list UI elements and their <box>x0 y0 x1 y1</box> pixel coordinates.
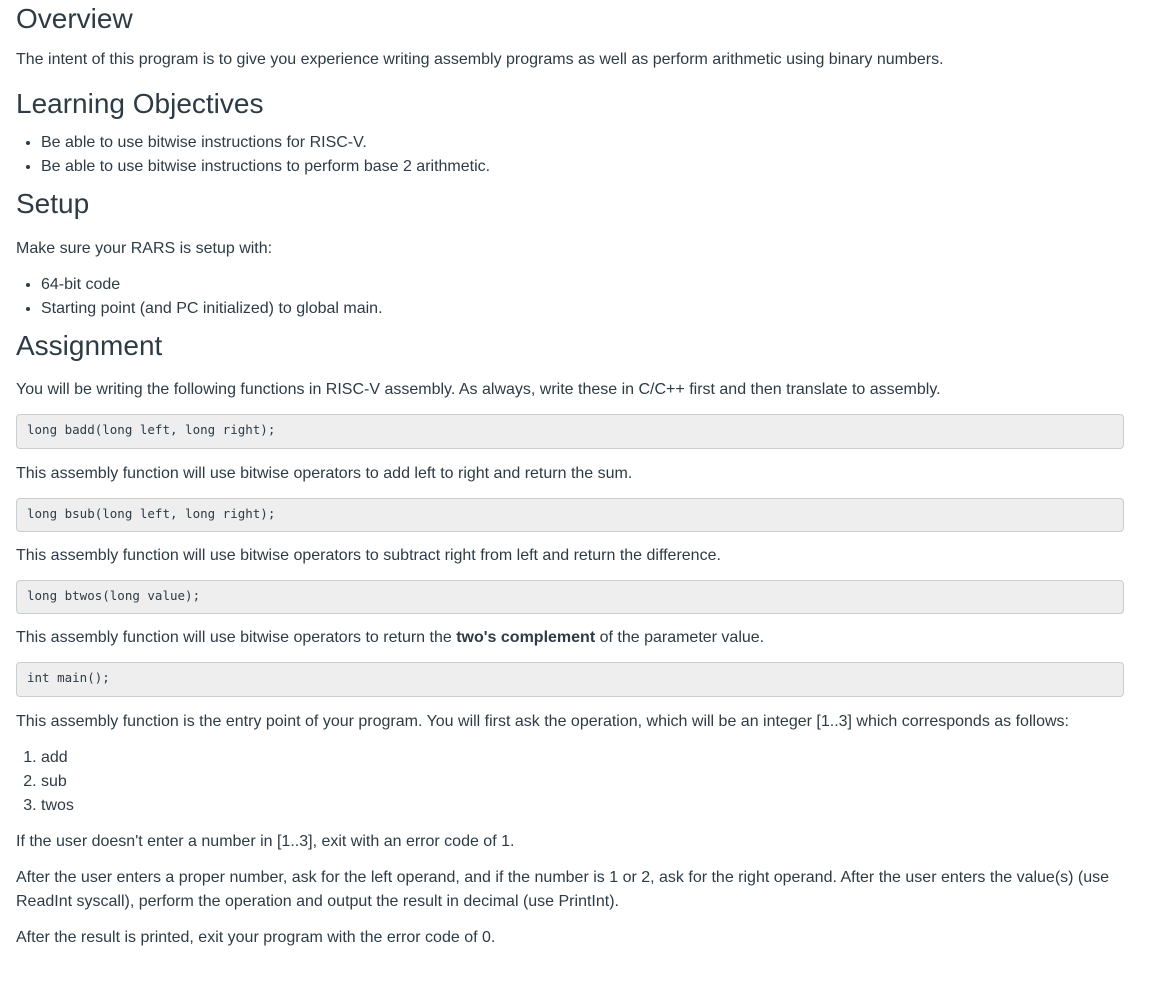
error-code-text: If the user doesn't enter a number in [1..3], exit with an error code of 1. <box>16 833 515 851</box>
learning-objectives-list <box>16 131 1124 179</box>
main-description: This assembly function is the entry point of your program. You will first ask the operation, which will be an integer [1..3] which corresponds as follows: <box>16 713 1069 731</box>
list-item: 3. twos <box>41 794 1124 818</box>
overview-heading: Overview <box>16 3 133 34</box>
list-item: 2. sub <box>41 770 1124 794</box>
assignment-intro: You will be writing the following functions in RISC-V assembly. As always, write these in C/C++ first and then translate to assembly. <box>16 381 941 399</box>
code-block-btwos: long btwos(long value); <box>16 580 1124 614</box>
overview-text: The intent of this program is to give you experience writing assembly programs as well as perform arithmetic using binary numbers. <box>16 50 944 68</box>
list-item: • Be able to use bitwise instructions to perform base 2 arithmetic. <box>41 155 1124 179</box>
operations-list <box>16 746 1124 818</box>
assignment-heading: Assignment <box>16 329 163 361</box>
exit-text: After the result is printed, exit your program with the error code of 0. <box>16 929 496 947</box>
code-block-bsub: long bsub(long left, long right); <box>16 498 1124 532</box>
setup-intro: Make sure your RARS is setup with: <box>16 239 273 257</box>
after-input-text: After the user enters a proper number, ask for the left operand, and if the number is 1 or 2, ask for the right operand. After the user enters the value(s) (use ReadInt syscall), perform the operation and output the result in decimal (use PrintInt). <box>16 869 1110 911</box>
code-block-main: int main(); <box>16 662 1124 697</box>
btwos-description <box>16 626 1124 650</box>
assignment-page <box>0 2 1176 950</box>
setup-heading: Setup <box>16 188 90 220</box>
list-item: 1. add <box>41 746 1124 770</box>
list-item: • 64-bit code <box>41 273 1124 297</box>
learning-objectives-heading: Learning Objectives <box>16 87 264 119</box>
twos-complement-term: two's complement <box>456 629 596 647</box>
bsub-description: This assembly function will use bitwise operators to subtract right from left and return the difference. <box>16 547 721 565</box>
btwos-description-start: This assembly function will use bitwise operators to return the <box>16 629 457 647</box>
list-item: • Starting point (and PC initialized) to global main. <box>41 297 1124 321</box>
btwos-description-end: of the parameter value. <box>595 629 765 647</box>
badd-description: This assembly function will use bitwise operators to add left to right and return the sum. <box>16 465 633 483</box>
code-block-badd: long badd(long left, long right); <box>16 414 1124 449</box>
list-item: • Be able to use bitwise instructions for RISC-V. <box>41 131 1124 155</box>
setup-list <box>16 273 1124 321</box>
